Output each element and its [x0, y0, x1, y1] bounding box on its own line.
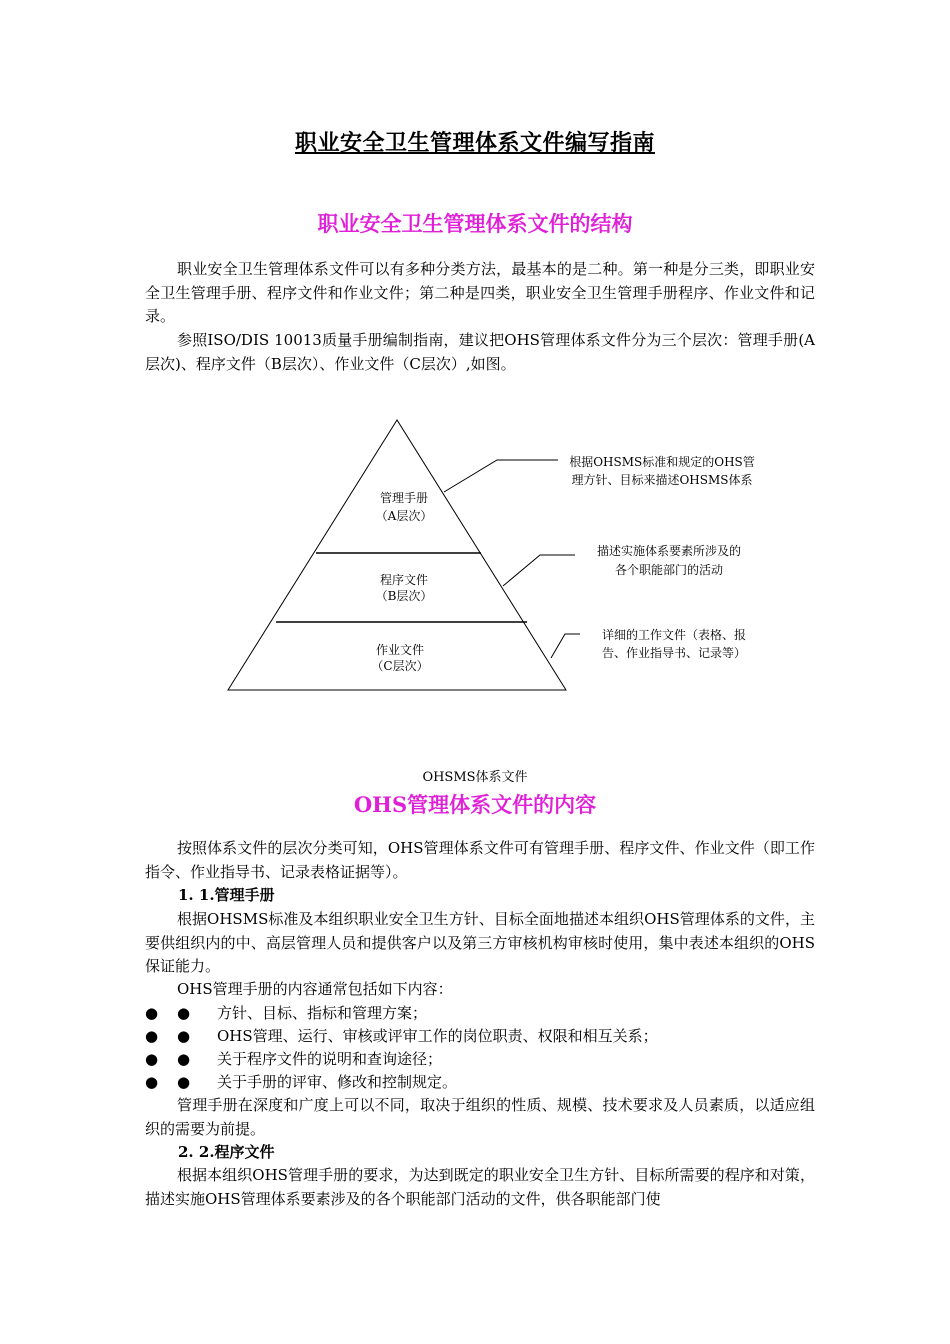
paragraph: 参照ISO/DIS 10013质量手册编制指南，建议把OHS管理体系文件分为三个层次：管理手册(A层次)、程序文件（B层次）、作业文件（C层次）,如图。: [145, 331, 815, 373]
list-item-text: 关于程序文件的说明和查询途径；: [217, 1050, 443, 1068]
note-c-line2: 告、作业指导书、记录等）: [601, 646, 747, 660]
paragraph: 职业安全卫生管理体系文件可以有多种分类方法，最基本的是二种。第一种是分三类，即职业安全卫生管理手册、程序文件和作业文件；第二种是四类，职业安全卫生管理手册程序、作业文件和记录。: [145, 260, 815, 325]
list-item-text: 关于手册的评审、修改和控制规定。: [217, 1073, 458, 1091]
level-c-name: 作业文件: [375, 643, 425, 657]
bullet-icon: ●: [145, 1050, 159, 1068]
note-c-line1: 详细的工作文件（表格、报: [601, 628, 747, 642]
note-b-line1: 描述实施体系要素所涉及的: [596, 544, 742, 558]
bullet-icon: ●: [145, 1004, 159, 1022]
paragraph: 管理手册在深度和广度上可以不同，取决于组织的性质、规模、技术要求及人员素质，以适应组织的需要为前提。: [145, 1096, 815, 1138]
level-a-tier: （A层次）: [375, 509, 433, 523]
document-hierarchy-diagram: [0, 400, 950, 710]
level-a-name: 管理手册: [379, 491, 429, 505]
document-title: 职业安全卫生管理体系文件编写指南: [294, 130, 655, 156]
list-item-text: OHS管理、运行、审核或评审工作的岗位职责、权限和相互关系；: [217, 1027, 658, 1045]
paragraph: 根据本组织OHS管理手册的要求，为达到既定的职业安全卫生方针、目标所需要的程序和对策，描述实施OHS管理体系要素涉及的各个职能部门活动的文件，供各职能部门使: [145, 1166, 815, 1208]
bullet-icon: ●: [177, 1050, 191, 1068]
section-heading-structure: 职业安全卫生管理体系文件的结构: [317, 211, 633, 236]
subheading-procedures: 2. 2.程序文件: [178, 1143, 275, 1161]
diagram-caption: OHSMS体系文件: [422, 770, 528, 785]
note-a-line2: 理方针、目标来描述OHSMS体系: [571, 473, 753, 487]
bullet-icon: ●: [177, 1027, 191, 1045]
paragraph: OHS管理手册的内容通常包括如下内容：: [177, 980, 453, 998]
subheading-manual: 1. 1.管理手册: [178, 886, 275, 904]
note-a-line1: 根据OHSMS标准和规定的OHS管: [569, 455, 755, 469]
connector-line: [444, 460, 558, 492]
level-c-tier: （C层次）: [371, 659, 429, 673]
bullet-icon: ●: [177, 1004, 191, 1022]
bullet-icon: ●: [177, 1073, 191, 1091]
section-heading-content: OHS管理体系文件的内容: [353, 792, 597, 817]
paragraph: 按照体系文件的层次分类可知，OHS管理体系文件可有管理手册、程序文件、作业文件（即工作指令、作业指导书、记录表格证据等）。: [145, 839, 815, 881]
connector-line: [503, 555, 575, 586]
note-b-line2: 各个职能部门的活动: [614, 563, 724, 577]
level-b-name: 程序文件: [379, 573, 429, 587]
level-b-tier: （B层次）: [375, 589, 433, 603]
list-item-text: 方针、目标、指标和管理方案；: [217, 1004, 428, 1022]
bullet-icon: ●: [145, 1073, 159, 1091]
paragraph: 根据OHSMS标准及本组织职业安全卫生方针、目标全面地描述本组织OHS管理体系的文件，主要供组织内的中、高层管理人员和提供客户以及第三方审核机构审核时使用，集中表述本组织的OHS保证能力。: [145, 910, 815, 975]
connector-line: [551, 634, 580, 658]
bullet-icon: ●: [145, 1027, 159, 1045]
